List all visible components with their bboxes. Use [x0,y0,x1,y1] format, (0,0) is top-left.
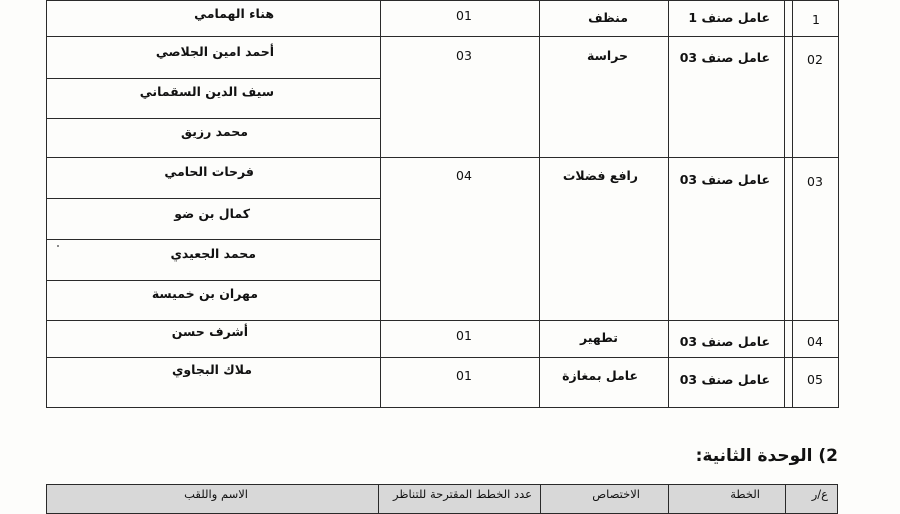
name-cell: ملاك البجاوي [171,362,252,377]
name-cell: مهران بن خميسة [151,286,258,301]
header-name: الاسم واللقب [184,487,248,501]
row-number: 05 [807,372,823,387]
name-sep [46,118,381,119]
name-sep [46,78,381,79]
header-col-sep [540,484,541,514]
count-cell: 03 [456,48,472,63]
specialty-cell: رافع فضلات [562,168,638,183]
plan-cell: عامل صنف 03 [679,372,770,387]
table-border-right [838,0,839,408]
header-plan: الخطة [730,487,760,501]
plan-cell: عامل صنف 03 [679,172,770,187]
section-title: 2) الوحدة الثانية: [695,446,838,466]
name-cell: أحمد امين الجلاصي [155,44,274,59]
name-cell: فرحات الحامي [164,164,254,179]
name-cell: كمال بن ضو [174,206,250,221]
col-sep-plan-num [784,0,785,408]
table-border-bottom [46,407,839,408]
row-sep-4 [46,357,839,358]
name-cell: محمد الجعيدي [170,246,256,261]
specialty-cell: تطهير [579,330,618,345]
header-col-sep [668,484,669,514]
table-border-left [46,0,47,408]
name-cell: أشرف حسن [171,324,248,339]
name-cell: محمد رزيق [180,124,248,139]
scan-speck [57,245,59,247]
name-sep [46,198,381,199]
col-sep-name-count [380,0,381,408]
row-sep-2 [46,157,839,158]
count-cell: 01 [456,8,472,23]
col-sep-num-inner [792,0,793,408]
row-number: 1 [812,12,820,27]
name-sep [46,280,381,281]
specialty-cell: عامل بمغازة [562,368,638,383]
header-col-sep [785,484,786,514]
table-border-top [46,0,839,1]
row-number: 03 [807,174,823,189]
row-sep-3 [46,320,839,321]
count-cell: 04 [456,168,472,183]
header-col-sep [378,484,379,514]
col-sep-spec-plan [668,0,669,408]
row-number: 04 [807,334,823,349]
name-sep [46,239,381,240]
count-cell: 01 [456,328,472,343]
header-count: عدد الخطط المقترحة للتناظر [393,487,532,501]
row-number: 02 [807,52,823,67]
header-specialty: الاختصاص [592,487,640,501]
specialty-cell: حراسة [587,48,628,63]
plan-cell: عامل صنف 03 [679,334,770,349]
plan-cell: عامل صنف 1 [688,10,770,25]
count-cell: 01 [456,368,472,383]
name-cell: سيف الدين السقماني [139,84,274,99]
specialty-cell: منظف [588,10,628,25]
plan-cell: عامل صنف 03 [679,50,770,65]
row-sep-1 [46,36,839,37]
header-num: ع/ر [811,487,828,501]
name-cell: هناء الهمامي [194,6,274,21]
col-sep-count-spec [539,0,540,408]
